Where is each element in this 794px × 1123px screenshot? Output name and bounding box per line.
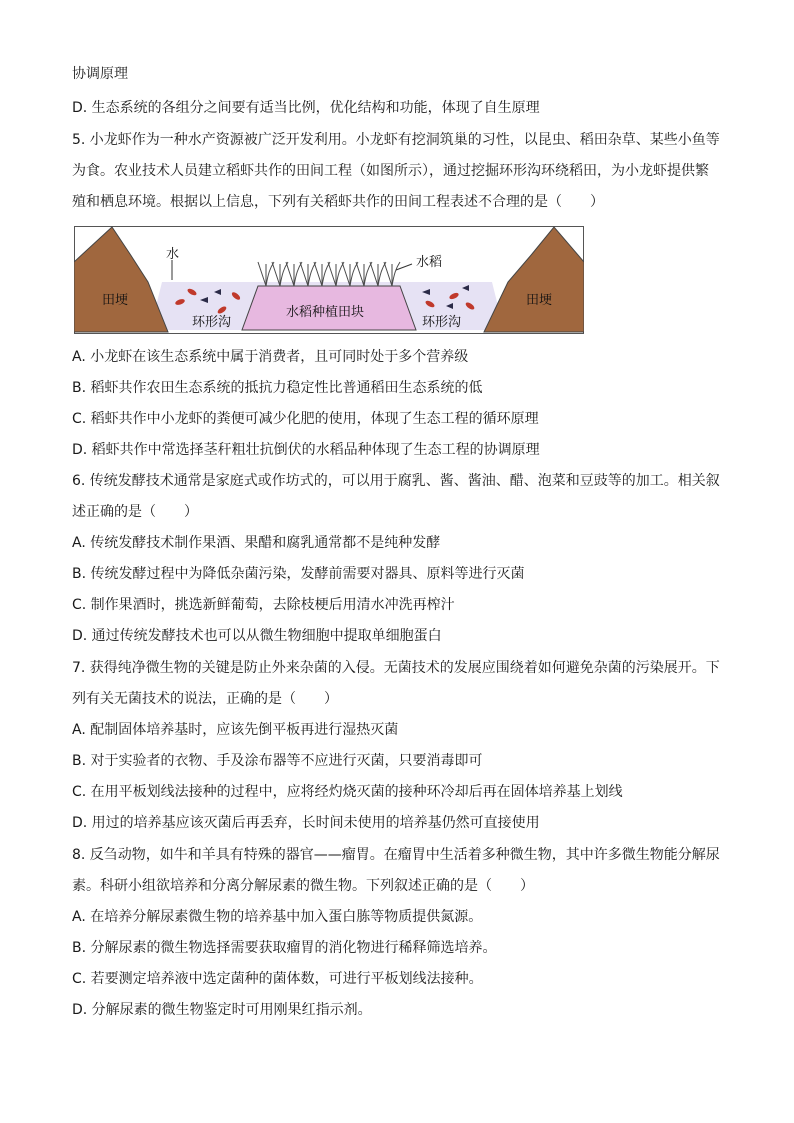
q5-option-c: C. 稻虾共作中小龙虾的粪便可减少化肥的使用，体现了生态工程的循环原理 bbox=[72, 411, 539, 427]
q6-option-b: B. 传统发酵过程中为降低杂菌污染，发酵前需要对器具、原料等进行灭菌 bbox=[72, 566, 525, 582]
q8-option-a: A. 在培养分解尿素微生物的培养基中加入蛋白胨等物质提供氮源。 bbox=[72, 909, 483, 925]
q5-option-a: A. 小龙虾在该生态系统中属于消费者，且可同时处于多个营养级 bbox=[72, 349, 469, 365]
q8-stem-line-2: 素。科研小组欲培养和分离分解尿素的微生物。下列叙述正确的是（ ） bbox=[72, 878, 534, 894]
q5-stem-line-1: 5. 小龙虾作为一种水产资源被广泛开发利用。小龙虾有挖洞筑巢的习性，以昆虫、稻田杂草、某些小鱼等 bbox=[72, 132, 720, 148]
q8-stem-line-1: 8. 反刍动物，如牛和羊具有特殊的器官——瘤胃。在瘤胃中生活着多种微生物，其中许多微生物能分解尿 bbox=[72, 847, 720, 863]
water-label: 水 bbox=[166, 247, 180, 262]
q5-option-b: B. 稻虾共作农田生态系统的抵抗力稳定性比普通稻田生态系统的低 bbox=[72, 380, 483, 396]
q6-stem-line-2: 述正确的是（ ） bbox=[72, 504, 198, 520]
q7-option-c: C. 在用平板划线法接种的过程中，应将经灼烧灭菌的接种环冷却后再在固体培养基上划线 bbox=[72, 784, 623, 800]
left-field-label: 田埂 bbox=[102, 293, 129, 308]
text-line-continuation: 协调原理 bbox=[72, 66, 128, 82]
q4-option-d: D. 生态系统的各组分之间要有适当比例，优化结构和功能，体现了自生原理 bbox=[72, 100, 540, 116]
right-field-label: 田埂 bbox=[526, 293, 553, 308]
q5-option-d: D. 稻虾共作中常选择茎秆粗壮抗倒伏的水稻品种体现了生态工程的协调原理 bbox=[72, 442, 540, 458]
q6-option-c: C. 制作果酒时，挑选新鲜葡萄，去除枝梗后用清水冲洗再榨汁 bbox=[72, 597, 455, 613]
q7-stem-line-2: 列有关无菌技术的说法，正确的是（ ） bbox=[72, 691, 338, 707]
q7-option-a: A. 配制固体培养基时，应该先倒平板再进行湿热灭菌 bbox=[72, 722, 399, 738]
q5-stem-line-2: 为食。农业技术人员建立稻虾共作的田间工程（如图所示），通过挖掘环形沟环绕稻田，为小龙虾提供繁 bbox=[72, 163, 709, 179]
rice-shrimp-field-diagram bbox=[74, 226, 584, 334]
q8-option-d: D. 分解尿素的微生物鉴定时可用刚果红指示剂。 bbox=[72, 1002, 372, 1018]
q6-option-d: D. 通过传统发酵技术也可以从微生物细胞中提取单细胞蛋白 bbox=[72, 628, 442, 644]
left-ditch-label: 环形沟 bbox=[192, 315, 232, 330]
planting-block-label: 水稻种植田块 bbox=[286, 305, 365, 320]
q7-option-d: D. 用过的培养基应该灭菌后再丢弃，长时间未使用的培养基仍然可直接使用 bbox=[72, 815, 540, 831]
q6-option-a: A. 传统发酵技术制作果酒、果醋和腐乳通常都不是纯种发酵 bbox=[72, 535, 441, 551]
q8-option-c: C. 若要测定培养液中选定菌种的菌体数，可进行平板划线法接种。 bbox=[72, 971, 483, 987]
rice-label: 水稻 bbox=[416, 255, 443, 270]
q7-stem-line-1: 7. 获得纯净微生物的关键是防止外来杂菌的入侵。无菌技术的发展应围绕着如何避免杂菌的污染展开。下 bbox=[72, 660, 720, 676]
q6-stem-line-1: 6. 传统发酵技术通常是家庭式或作坊式的，可以用于腐乳、酱、酱油、醋、泡菜和豆豉等的加工。相关叙 bbox=[72, 473, 720, 489]
q7-option-b: B. 对于实验者的衣物、手及涂布器等不应进行灭菌，只要消毒即可 bbox=[72, 753, 483, 769]
q8-option-b: B. 分解尿素的微生物选择需要获取瘤胃的消化物进行稀释筛选培养。 bbox=[72, 940, 497, 956]
right-ditch-label: 环形沟 bbox=[422, 315, 462, 330]
q5-stem-line-3: 殖和栖息环境。根据以上信息，下列有关稻虾共作的田间工程表述不合理的是（ ） bbox=[72, 194, 604, 210]
